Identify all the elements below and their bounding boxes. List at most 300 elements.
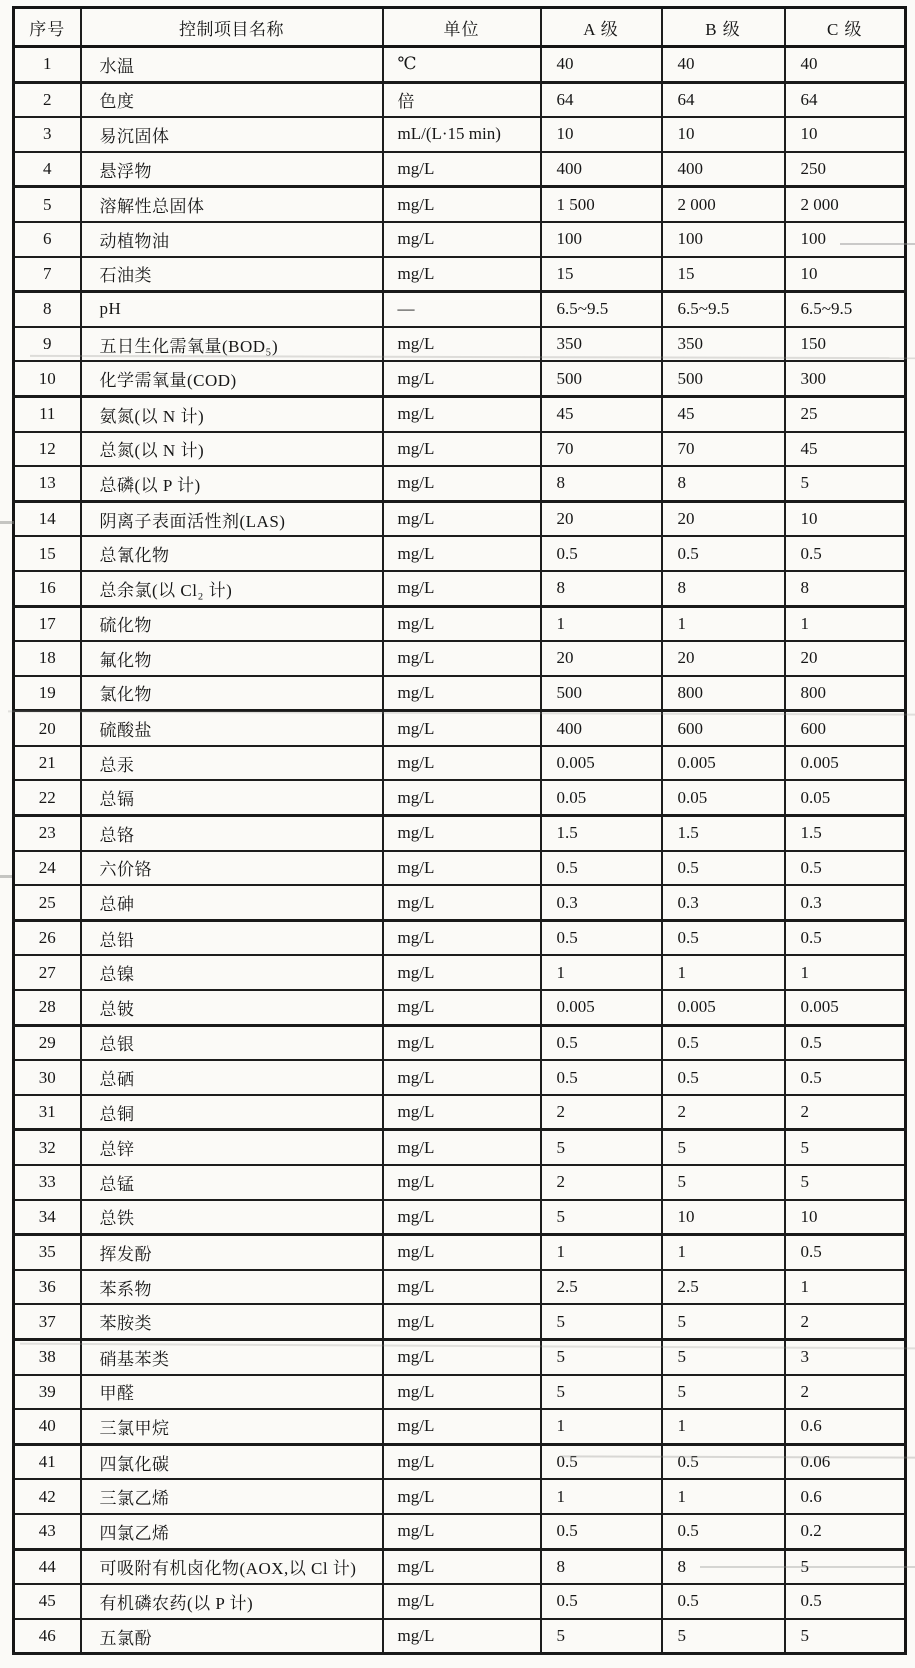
- row-number: 46: [14, 1619, 81, 1654]
- item-name: 悬浮物: [81, 152, 383, 187]
- grade-a-value: 0.5: [541, 920, 662, 955]
- item-unit: mg/L: [383, 1375, 541, 1410]
- item-unit: mg/L: [383, 1270, 541, 1305]
- row-number: 1: [14, 47, 81, 83]
- grade-b-value: 0.5: [662, 920, 785, 955]
- row-number: 3: [14, 117, 81, 152]
- table-row: [14, 1549, 906, 1584]
- row-number: 22: [14, 780, 81, 815]
- header-grade-b: B 级: [662, 8, 785, 47]
- item-name: 溶解性总固体: [81, 187, 383, 222]
- row-number: 43: [14, 1514, 81, 1549]
- grade-b-value: 20: [662, 501, 785, 536]
- item-unit: mg/L: [383, 851, 541, 886]
- item-name: 总银: [81, 1025, 383, 1060]
- grade-a-value: 0.5: [541, 851, 662, 886]
- grade-a-value: 2: [541, 1095, 662, 1130]
- grade-b-value: 2.5: [662, 1270, 785, 1305]
- grade-c-value: 800: [785, 676, 906, 711]
- grade-b-value: 5: [662, 1304, 785, 1339]
- scan-artifact-line: [0, 875, 12, 878]
- grade-a-value: 1 500: [541, 187, 662, 222]
- item-name: 化学需氧量(COD): [81, 361, 383, 396]
- grade-a-value: 350: [541, 327, 662, 362]
- table-row: [14, 1375, 906, 1410]
- grade-a-value: 20: [541, 501, 662, 536]
- grade-a-value: 8: [541, 466, 662, 501]
- table-row: [14, 816, 906, 851]
- grade-b-value: 5: [662, 1339, 785, 1374]
- grade-a-value: 5: [541, 1339, 662, 1374]
- row-number: 21: [14, 746, 81, 781]
- item-unit: mg/L: [383, 1444, 541, 1479]
- item-name: pH: [81, 292, 383, 327]
- row-number: 32: [14, 1130, 81, 1165]
- item-name: 三氯乙烯: [81, 1479, 383, 1514]
- grade-c-value: 0.06: [785, 1444, 906, 1479]
- item-unit: —: [383, 292, 541, 327]
- grade-c-value: 0.005: [785, 990, 906, 1025]
- grade-c-value: 0.2: [785, 1514, 906, 1549]
- table-row: [14, 885, 906, 920]
- grade-a-value: 2: [541, 1165, 662, 1200]
- row-number: 35: [14, 1235, 81, 1270]
- item-name: 石油类: [81, 257, 383, 292]
- row-number: 16: [14, 571, 81, 606]
- grade-c-value: 5: [785, 466, 906, 501]
- item-name: 总铁: [81, 1200, 383, 1235]
- grade-c-value: 5: [785, 1549, 906, 1584]
- grade-b-value: 5: [662, 1130, 785, 1165]
- grade-c-value: 0.5: [785, 536, 906, 571]
- grade-a-value: 0.5: [541, 1025, 662, 1060]
- grade-a-value: 2.5: [541, 1270, 662, 1305]
- item-unit: mg/L: [383, 432, 541, 467]
- row-number: 39: [14, 1375, 81, 1410]
- grade-a-value: 1: [541, 606, 662, 641]
- grade-a-value: 1.5: [541, 816, 662, 851]
- grade-b-value: 0.5: [662, 1060, 785, 1095]
- item-unit: mg/L: [383, 1339, 541, 1374]
- grade-a-value: 10: [541, 117, 662, 152]
- item-unit: mg/L: [383, 1479, 541, 1514]
- grade-b-value: 350: [662, 327, 785, 362]
- table-row: [14, 1584, 906, 1619]
- row-number: 41: [14, 1444, 81, 1479]
- row-number: 27: [14, 955, 81, 990]
- row-number: 44: [14, 1549, 81, 1584]
- table-row: [14, 1130, 906, 1165]
- item-name: 总铜: [81, 1095, 383, 1130]
- grade-a-value: 70: [541, 432, 662, 467]
- item-unit: mg/L: [383, 1200, 541, 1235]
- grade-a-value: 0.005: [541, 990, 662, 1025]
- table-row: [14, 536, 906, 571]
- item-unit: mg/L: [383, 1025, 541, 1060]
- row-number: 26: [14, 920, 81, 955]
- grade-a-value: 5: [541, 1619, 662, 1654]
- table-row: [14, 1235, 906, 1270]
- grade-b-value: 1: [662, 1479, 785, 1514]
- item-unit: mg/L: [383, 536, 541, 571]
- item-name: 氟化物: [81, 641, 383, 676]
- item-name: 硫化物: [81, 606, 383, 641]
- grade-c-value: 1: [785, 606, 906, 641]
- item-name: 总余氯(以 Cl₂ 计): [81, 571, 383, 606]
- grade-c-value: 10: [785, 257, 906, 292]
- grade-b-value: 2 000: [662, 187, 785, 222]
- grade-b-value: 0.5: [662, 1584, 785, 1619]
- grade-b-value: 5: [662, 1375, 785, 1410]
- table-row: [14, 361, 906, 396]
- grade-b-value: 100: [662, 222, 785, 257]
- item-name: 易沉固体: [81, 117, 383, 152]
- grade-b-value: 1: [662, 1409, 785, 1444]
- item-name: 总磷(以 P 计): [81, 466, 383, 501]
- item-name: 苯系物: [81, 1270, 383, 1305]
- item-unit: mg/L: [383, 1409, 541, 1444]
- item-unit: mg/L: [383, 1235, 541, 1270]
- item-name: 四氯化碳: [81, 1444, 383, 1479]
- grade-b-value: 8: [662, 466, 785, 501]
- grade-c-value: 600: [785, 711, 906, 746]
- item-name: 三氯甲烷: [81, 1409, 383, 1444]
- item-unit: mg/L: [383, 920, 541, 955]
- item-unit: mg/L: [383, 152, 541, 187]
- grade-c-value: 100: [785, 222, 906, 257]
- item-unit: mg/L: [383, 990, 541, 1025]
- grade-b-value: 64: [662, 82, 785, 117]
- grade-a-value: 1: [541, 1479, 662, 1514]
- grade-c-value: 20: [785, 641, 906, 676]
- grade-c-value: 0.5: [785, 920, 906, 955]
- grade-c-value: 0.6: [785, 1409, 906, 1444]
- header-unit: 单位: [383, 8, 541, 47]
- grade-a-value: 400: [541, 711, 662, 746]
- grade-a-value: 45: [541, 396, 662, 431]
- grade-c-value: 10: [785, 1200, 906, 1235]
- table-row: [14, 955, 906, 990]
- row-number: 12: [14, 432, 81, 467]
- row-number: 34: [14, 1200, 81, 1235]
- item-name: 总镍: [81, 955, 383, 990]
- item-unit: mg/L: [383, 1165, 541, 1200]
- control-items-table: [12, 6, 907, 1655]
- grade-b-value: 0.3: [662, 885, 785, 920]
- table-row: [14, 1444, 906, 1479]
- table-row: [14, 746, 906, 781]
- row-number: 10: [14, 361, 81, 396]
- item-name: 总氮(以 N 计): [81, 432, 383, 467]
- row-number: 42: [14, 1479, 81, 1514]
- row-number: 30: [14, 1060, 81, 1095]
- header-no: 序号: [14, 8, 81, 47]
- item-name: 有机磷农药(以 P 计): [81, 1584, 383, 1619]
- grade-b-value: 1: [662, 606, 785, 641]
- grade-a-value: 6.5~9.5: [541, 292, 662, 327]
- grade-b-value: 800: [662, 676, 785, 711]
- item-name: 水温: [81, 47, 383, 83]
- item-name: 挥发酚: [81, 1235, 383, 1270]
- item-name: 总铍: [81, 990, 383, 1025]
- table-row: [14, 187, 906, 222]
- item-name: 总铅: [81, 920, 383, 955]
- grade-a-value: 8: [541, 571, 662, 606]
- item-name: 四氯乙烯: [81, 1514, 383, 1549]
- table-row: [14, 1479, 906, 1514]
- grade-b-value: 8: [662, 571, 785, 606]
- row-number: 18: [14, 641, 81, 676]
- grade-b-value: 400: [662, 152, 785, 187]
- item-name: 总氰化物: [81, 536, 383, 571]
- grade-c-value: 2: [785, 1375, 906, 1410]
- item-name: 氯化物: [81, 676, 383, 711]
- grade-c-value: 25: [785, 396, 906, 431]
- item-name: 六价铬: [81, 851, 383, 886]
- grade-c-value: 0.5: [785, 1060, 906, 1095]
- grade-a-value: 1: [541, 955, 662, 990]
- item-name: 总砷: [81, 885, 383, 920]
- grade-b-value: 5: [662, 1619, 785, 1654]
- table-row: [14, 1200, 906, 1235]
- grade-b-value: 45: [662, 396, 785, 431]
- grade-b-value: 0.5: [662, 1025, 785, 1060]
- grade-c-value: 10: [785, 117, 906, 152]
- grade-c-value: 6.5~9.5: [785, 292, 906, 327]
- item-unit: mg/L: [383, 571, 541, 606]
- item-name: 总汞: [81, 746, 383, 781]
- table-row: [14, 82, 906, 117]
- grade-c-value: 0.5: [785, 1025, 906, 1060]
- grade-c-value: 0.005: [785, 746, 906, 781]
- item-name: 总铬: [81, 816, 383, 851]
- table-row: [14, 1060, 906, 1095]
- table-row: [14, 1304, 906, 1339]
- grade-c-value: 5: [785, 1130, 906, 1165]
- grade-c-value: 2: [785, 1095, 906, 1130]
- grade-b-value: 0.005: [662, 990, 785, 1025]
- item-unit: mg/L: [383, 396, 541, 431]
- header-grade-a: A 级: [541, 8, 662, 47]
- grade-b-value: 1.5: [662, 816, 785, 851]
- item-name: 总锌: [81, 1130, 383, 1165]
- table-row: [14, 1409, 906, 1444]
- grade-c-value: 0.3: [785, 885, 906, 920]
- item-name: 五氯酚: [81, 1619, 383, 1654]
- grade-c-value: 0.5: [785, 1235, 906, 1270]
- item-unit: mg/L: [383, 222, 541, 257]
- item-unit: mg/L: [383, 711, 541, 746]
- grade-c-value: 0.5: [785, 851, 906, 886]
- grade-a-value: 0.5: [541, 1060, 662, 1095]
- grade-c-value: 5: [785, 1619, 906, 1654]
- item-unit: mg/L: [383, 676, 541, 711]
- table-row: [14, 292, 906, 327]
- grade-a-value: 1: [541, 1409, 662, 1444]
- row-number: 11: [14, 396, 81, 431]
- table-row: [14, 327, 906, 362]
- grade-c-value: 8: [785, 571, 906, 606]
- grade-c-value: 10: [785, 501, 906, 536]
- grade-b-value: 0.5: [662, 1514, 785, 1549]
- grade-a-value: 0.5: [541, 1514, 662, 1549]
- grade-c-value: 40: [785, 47, 906, 83]
- row-number: 37: [14, 1304, 81, 1339]
- table-row: [14, 571, 906, 606]
- table-row: [14, 920, 906, 955]
- grade-b-value: 0.005: [662, 746, 785, 781]
- item-unit: mg/L: [383, 1130, 541, 1165]
- table-row: [14, 152, 906, 187]
- grade-b-value: 1: [662, 1235, 785, 1270]
- item-unit: mg/L: [383, 641, 541, 676]
- grade-b-value: 5: [662, 1165, 785, 1200]
- table-row: [14, 396, 906, 431]
- grade-a-value: 0.5: [541, 536, 662, 571]
- grade-a-value: 400: [541, 152, 662, 187]
- item-unit: mg/L: [383, 1584, 541, 1619]
- grade-c-value: 0.5: [785, 1584, 906, 1619]
- row-number: 24: [14, 851, 81, 886]
- grade-a-value: 0.5: [541, 1444, 662, 1479]
- item-name: 硝基苯类: [81, 1339, 383, 1374]
- row-number: 6: [14, 222, 81, 257]
- grade-b-value: 0.05: [662, 780, 785, 815]
- table-body: [14, 47, 906, 1654]
- item-unit: mg/L: [383, 816, 541, 851]
- grade-a-value: 0.5: [541, 1584, 662, 1619]
- grade-a-value: 64: [541, 82, 662, 117]
- row-number: 9: [14, 327, 81, 362]
- table-row: [14, 1619, 906, 1654]
- grade-a-value: 5: [541, 1200, 662, 1235]
- grade-a-value: 500: [541, 361, 662, 396]
- table-row: [14, 1339, 906, 1374]
- table-row: [14, 1514, 906, 1549]
- grade-a-value: 0.3: [541, 885, 662, 920]
- row-number: 38: [14, 1339, 81, 1374]
- table-row: [14, 466, 906, 501]
- grade-c-value: 150: [785, 327, 906, 362]
- item-unit: mL/(L·15 min): [383, 117, 541, 152]
- header-row: [14, 8, 906, 47]
- table-row: [14, 676, 906, 711]
- table-row: [14, 780, 906, 815]
- row-number: 33: [14, 1165, 81, 1200]
- grade-a-value: 5: [541, 1375, 662, 1410]
- item-name: 五日生化需氧量(BOD₅): [81, 327, 383, 362]
- grade-b-value: 1: [662, 955, 785, 990]
- row-number: 14: [14, 501, 81, 536]
- table-row: [14, 851, 906, 886]
- table-row: [14, 117, 906, 152]
- grade-a-value: 20: [541, 641, 662, 676]
- grade-c-value: 0.05: [785, 780, 906, 815]
- grade-a-value: 15: [541, 257, 662, 292]
- grade-a-value: 0.05: [541, 780, 662, 815]
- item-unit: mg/L: [383, 1060, 541, 1095]
- row-number: 4: [14, 152, 81, 187]
- item-unit: ℃: [383, 47, 541, 83]
- item-unit: mg/L: [383, 361, 541, 396]
- item-name: 可吸附有机卤化物(AOX,以 Cl 计): [81, 1549, 383, 1584]
- grade-b-value: 2: [662, 1095, 785, 1130]
- item-unit: mg/L: [383, 501, 541, 536]
- item-name: 硫酸盐: [81, 711, 383, 746]
- grade-a-value: 100: [541, 222, 662, 257]
- item-unit: mg/L: [383, 1619, 541, 1654]
- grade-a-value: 1: [541, 1235, 662, 1270]
- item-unit: mg/L: [383, 257, 541, 292]
- row-number: 45: [14, 1584, 81, 1619]
- grade-a-value: 8: [541, 1549, 662, 1584]
- item-unit: mg/L: [383, 1095, 541, 1130]
- grade-c-value: 250: [785, 152, 906, 187]
- table-row: [14, 711, 906, 746]
- row-number: 25: [14, 885, 81, 920]
- row-number: 40: [14, 1409, 81, 1444]
- item-unit: 倍: [383, 82, 541, 117]
- table-row: [14, 222, 906, 257]
- row-number: 29: [14, 1025, 81, 1060]
- table-row: [14, 641, 906, 676]
- table-row: [14, 990, 906, 1025]
- table-row: [14, 1270, 906, 1305]
- grade-b-value: 15: [662, 257, 785, 292]
- item-unit: mg/L: [383, 780, 541, 815]
- item-unit: mg/L: [383, 1514, 541, 1549]
- table-row: [14, 1025, 906, 1060]
- grade-b-value: 600: [662, 711, 785, 746]
- row-number: 19: [14, 676, 81, 711]
- grade-b-value: 70: [662, 432, 785, 467]
- row-number: 28: [14, 990, 81, 1025]
- item-unit: mg/L: [383, 606, 541, 641]
- grade-a-value: 0.005: [541, 746, 662, 781]
- header-item-name: 控制项目名称: [81, 8, 383, 47]
- item-unit: mg/L: [383, 955, 541, 990]
- item-name: 苯胺类: [81, 1304, 383, 1339]
- item-unit: mg/L: [383, 746, 541, 781]
- table-row: [14, 432, 906, 467]
- grade-a-value: 5: [541, 1130, 662, 1165]
- table-row: [14, 47, 906, 83]
- row-number: 17: [14, 606, 81, 641]
- grade-a-value: 500: [541, 676, 662, 711]
- item-name: 色度: [81, 82, 383, 117]
- grade-c-value: 1.5: [785, 816, 906, 851]
- grade-c-value: 45: [785, 432, 906, 467]
- row-number: 8: [14, 292, 81, 327]
- item-name: 阴离子表面活性剂(LAS): [81, 501, 383, 536]
- row-number: 5: [14, 187, 81, 222]
- grade-b-value: 8: [662, 1549, 785, 1584]
- item-name: 总硒: [81, 1060, 383, 1095]
- grade-c-value: 1: [785, 1270, 906, 1305]
- grade-b-value: 20: [662, 641, 785, 676]
- row-number: 15: [14, 536, 81, 571]
- grade-c-value: 2 000: [785, 187, 906, 222]
- grade-b-value: 40: [662, 47, 785, 83]
- grade-b-value: 10: [662, 1200, 785, 1235]
- grade-a-value: 40: [541, 47, 662, 83]
- item-name: 总锰: [81, 1165, 383, 1200]
- grade-c-value: 1: [785, 955, 906, 990]
- item-unit: mg/L: [383, 885, 541, 920]
- table-row: [14, 257, 906, 292]
- grade-a-value: 5: [541, 1304, 662, 1339]
- grade-b-value: 0.5: [662, 536, 785, 571]
